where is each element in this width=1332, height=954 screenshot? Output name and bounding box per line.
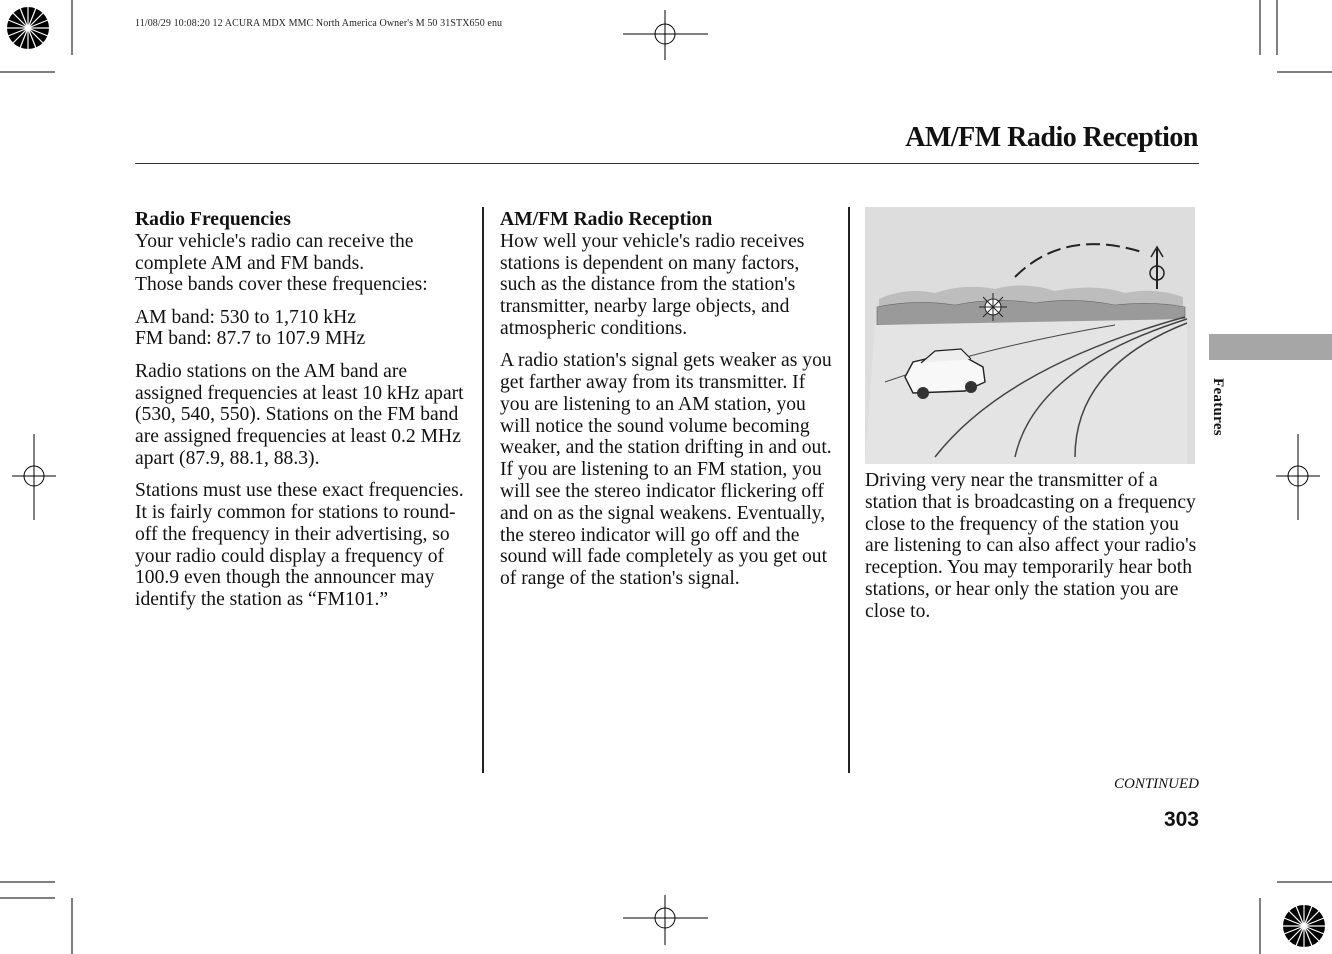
transmitter-tower-icon — [1150, 247, 1164, 289]
fm-band-line: FM band: 87.7 to 107.9 MHz — [135, 328, 366, 350]
starburst-icon — [1283, 905, 1325, 947]
page-number: 303 — [1163, 808, 1199, 831]
paragraph: A radio station's signal gets weaker as you get farther away from its transmitter. If you are listening to an AM station, you will notice the sound volume becoming weaker, and the station drifting in and out. If you are listening to an FM station, you will see the stereo indicator flickering off and on as the signal weakens. Eventually, the stereo indicator will go off and the sound will fade completely as you get out of range of the station's signal. — [500, 350, 832, 590]
section-tab — [1209, 334, 1332, 360]
column-divider — [848, 207, 850, 773]
page-title: AM/FM Radio Reception — [905, 122, 1198, 153]
section-heading: AM/FM Radio Reception — [500, 209, 713, 230]
print-header: 11/08/29 10:08:20 12 ACURA MDX MMC North America Owner's M 50 31STX650 enu — [135, 18, 503, 29]
column-nearby-transmitter — [865, 470, 1205, 633]
section-tab-label: Features — [1210, 378, 1226, 436]
title-divider — [135, 163, 1199, 164]
paragraph: Those bands cover these frequencies: — [135, 274, 428, 296]
car-transmitter-illustration — [865, 207, 1195, 464]
starburst-icon — [7, 7, 49, 49]
am-band-line: AM band: 530 to 1,710 kHz — [135, 306, 356, 328]
column-reception — [500, 209, 835, 601]
continued-label: CONTINUED — [1113, 776, 1199, 792]
section-heading: Radio Frequencies — [135, 209, 291, 230]
paragraph: How well your vehicle's radio receives stations is dependent on many factors, such as the distance from the station's transmitter, nearby large objects, and atmospheric conditions. — [500, 230, 805, 339]
column-radio-frequencies — [135, 209, 470, 622]
paragraph: Stations must use these exact frequencies. It is fairly common for stations to round-off the frequency in their advertising, so your radio could display a frequency of 100.9 even though the announcer may identify the station as “FM101.” — [135, 480, 464, 611]
paragraph: Your vehicle's radio can receive the complete AM and FM bands. — [135, 230, 414, 274]
paragraph: Driving very near the transmitter of a station that is broadcasting on a frequency close to the frequency of the station you are listening to can also affect your radio's reception. You may temporarily hear both stations, or hear only the station you are close to. — [865, 470, 1197, 622]
column-divider — [482, 207, 484, 773]
paragraph: Radio stations on the AM band are assigned frequencies at least 10 kHz apart (530, 540, 550). Stations on the FM band are assigned frequencies at least 0.2 MHz apart (87.9, 88.1, 88.3). — [135, 360, 464, 469]
reception-illustration — [865, 207, 1195, 464]
